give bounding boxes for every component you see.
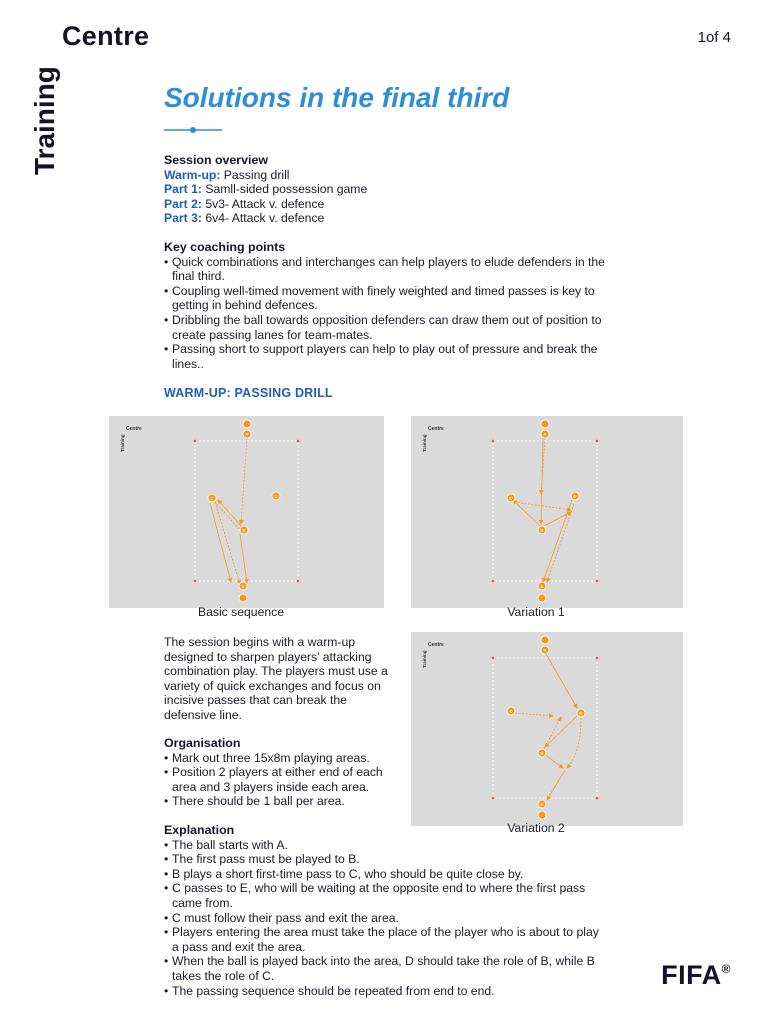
svg-text:E: E <box>540 801 544 807</box>
organisation-point: • There should be 1 ball per area. <box>164 794 388 809</box>
explanation-point: • Players entering the area must take the place of the player who is about to play a pass and exit the area. <box>164 925 602 954</box>
caption-variation-1: Variation 1 <box>507 605 565 619</box>
coaching-heading: Key coaching points <box>164 240 286 254</box>
svg-text:E: E <box>540 583 544 589</box>
mini-brand-horizontal: Centre <box>428 426 444 432</box>
svg-text:A: A <box>245 431 249 437</box>
svg-text:A: A <box>543 647 547 653</box>
page-title: Solutions in the final third <box>164 82 510 113</box>
mini-brand-horizontal: Centre <box>126 426 142 432</box>
warmup-section-title: WARM-UP: PASSING DRILL <box>164 386 333 400</box>
svg-text:B: B <box>540 527 544 533</box>
caption-variation-2: Variation 2 <box>507 821 565 835</box>
svg-text:D: D <box>274 493 278 499</box>
overview-heading: Session overview <box>164 153 268 167</box>
coaching-point: • Quick combinations and interchanges can help players to elude defenders in the final third. <box>164 255 610 284</box>
explanation-point: • The passing sequence should be repeated from end to end. <box>164 984 602 999</box>
overview-item: Part 3: 6v4- Attack v. defence <box>164 211 325 226</box>
mini-brand-horizontal: Centre <box>428 642 444 648</box>
svg-text:A: A <box>543 431 547 437</box>
svg-text:B: B <box>242 527 246 533</box>
centre-brand: Centre <box>62 21 150 51</box>
organisation-point: • Mark out three 15x8m playing areas. <box>164 751 388 766</box>
svg-text:C: C <box>509 708 513 714</box>
organisation <box>164 736 388 809</box>
diagram-variation-2 <box>411 632 683 826</box>
svg-text:B: B <box>540 750 544 756</box>
playing-area <box>493 441 597 581</box>
overview-item: Part 2: 5v3- Attack v. defence <box>164 196 325 211</box>
key-coaching-points <box>164 240 610 371</box>
svg-text:C: C <box>210 495 214 501</box>
mini-brand-vertical: Training <box>422 650 427 668</box>
organisation-heading: Organisation <box>164 736 241 750</box>
explanation-point: • C must follow their pass and exit the area. <box>164 911 602 926</box>
svg-text:D: D <box>579 710 583 716</box>
playing-area <box>195 441 298 581</box>
svg-text:D: D <box>573 493 577 499</box>
explanation-point: • The first pass must be played to B. <box>164 852 602 867</box>
svg-text:E: E <box>241 583 245 589</box>
svg-text:C: C <box>509 495 513 501</box>
page-indicator: 1of 4 <box>697 29 731 46</box>
overview-item: Part 1: Samll-sided possession game <box>164 182 368 197</box>
overview-item: Warm-up: Passing drill <box>164 167 290 182</box>
coaching-point: • Dribbling the ball towards opposition defenders can draw them out of position to create passing lanes for team-mates. <box>164 313 610 342</box>
training-brand-vertical <box>22 30 62 180</box>
mini-brand-vertical: Training <box>422 434 427 452</box>
player-markers <box>208 420 280 602</box>
explanation-point: • When the ball is played back into the area, D should take the role of B, while B takes the role of C. <box>164 954 602 983</box>
explanation <box>164 823 602 998</box>
caption-basic-sequence: Basic sequence <box>197 605 285 619</box>
organisation-point: • Position 2 players at either end of each area and 3 players inside each area. <box>164 765 388 794</box>
svg-text:Training: Training <box>29 66 60 175</box>
title-divider <box>164 124 222 136</box>
coaching-point: • Passing short to support players can help to play out of pressure and break the lines.. <box>164 342 610 371</box>
fifa-logo: FIFA® <box>661 960 731 990</box>
explanation-heading: Explanation <box>164 823 235 837</box>
session-overview <box>164 153 614 226</box>
player-markers <box>507 636 585 819</box>
mini-brand-vertical: Training <box>120 434 125 452</box>
diagram-basic-sequence <box>109 416 384 608</box>
explanation-point: • B plays a short first-time pass to C, who should be quite close by. <box>164 867 602 882</box>
playing-area <box>493 658 597 798</box>
coaching-point: • Coupling well-timed movement with finely weighted and timed passes is key to getting in behind defences. <box>164 284 610 313</box>
diagram-variation-1 <box>411 416 683 608</box>
warmup-intro: The session begins with a warm-up designed to sharpen players’ attacking combination play. The players must use a variety of quick exchanges and focus on incisive passes that can break the defensive line. <box>164 635 388 722</box>
explanation-point: • C passes to E, who will be waiting at the opposite end to where the first pass came from. <box>164 881 602 910</box>
explanation-point: • The ball starts with A. <box>164 838 602 853</box>
